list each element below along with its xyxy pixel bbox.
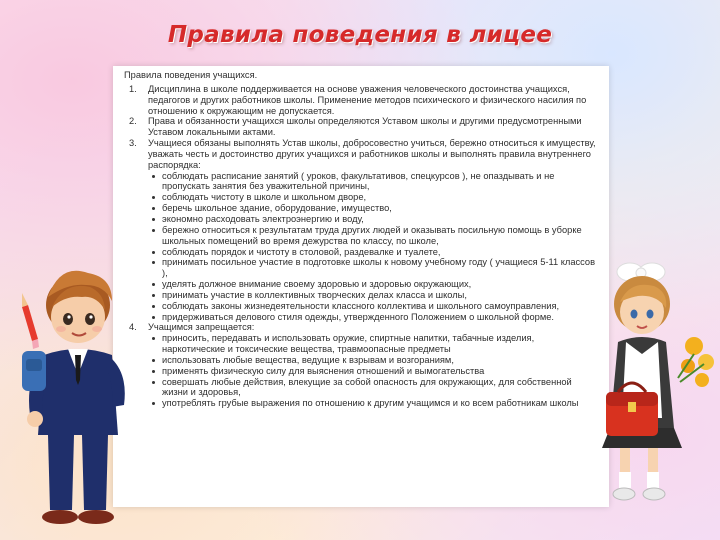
rule-text: Дисциплина в школе поддерживается на основе уважения человеческого достоинства учащихся, педагогов и других работников школы. Применение методов психического и физического насилия по отношению к окружающим не допускается. [148, 83, 587, 116]
prohibitions-list [124, 333, 597, 409]
rules-list [124, 84, 597, 171]
backpack-icon [22, 351, 46, 391]
rules-list-continued [124, 322, 597, 333]
prohibition-item: употреблять грубые выражения по отношению к другим учащимся и ко всем работникам школы [124, 398, 597, 409]
rule-number: 1. [129, 83, 137, 94]
rule-number: 4. [129, 322, 137, 333]
rule-item [124, 322, 597, 333]
duty-item: бережно относиться к результатам труда других людей и оказывать посильную помощь в уборке школьных помещений во время дежурства по классу, по школе, [124, 225, 597, 247]
duty-item: соблюдать расписание занятий ( уроков, факультативов, спецкурсов ), не опаздывать и не пропускать занятия без уважительной причины, [124, 171, 597, 193]
duty-item: беречь школьное здание, оборудование, имущество, [124, 203, 597, 214]
rule-number: 2. [129, 116, 137, 127]
pencil-icon [22, 293, 39, 349]
duty-item: соблюдать законы жизнедеятельности классного коллектива и школьного самоуправления, [124, 301, 597, 312]
rule-item [124, 84, 597, 117]
rule-text: Учащимся запрещается: [148, 322, 255, 333]
duty-item: принимать участие в коллективных творческих делах класса и школы, [124, 290, 597, 301]
duty-item: придерживаться делового стиля одежды, утвержденного Положением о школьной форме. [124, 312, 597, 323]
prohibition-item: применять физическую силу для выяснения отношений и вымогательства [124, 366, 597, 377]
rule-text: Учащиеся обязаны выполнять Устав школы, добросовестно учиться, бережно относиться к имуществу, уважать честь и достоинство других учащихся и работников школы и выполнять правила внутреннего распорядка: [148, 138, 596, 170]
document-heading: Правила поведения учащихся. [124, 70, 258, 80]
duties-list [124, 171, 597, 323]
duty-item: экономно расходовать электроэнергию и воду, [124, 214, 597, 225]
flowers-icon [678, 337, 714, 387]
schoolgirl-illustration [590, 258, 720, 518]
prohibition-item: совершать любые действия, влекущие за собой опасность для окружающих, для собственной жизни и здоровья, [124, 377, 597, 399]
duty-item: соблюдать чистоту в школе и школьном дворе, [124, 192, 597, 203]
prohibition-item: приносить, передавать и использовать оружие, спиртные напитки, табачные изделия, наркотические и токсические вещества, травмоопасные предметы [124, 333, 597, 355]
slide-title: Правила поведения в лицее [167, 22, 553, 48]
rule-number: 3. [129, 138, 137, 149]
rules-document [113, 66, 609, 507]
duty-item: уделять должное внимание своему здоровью и здоровью окружающих, [124, 279, 597, 290]
duty-item: принимать посильное участие в подготовке школы к новому учебному году ( учащиеся 5-11 классов ), [124, 257, 597, 279]
duty-item: соблюдать порядок и чистоту в столовой, раздевалке и туалете, [124, 247, 597, 258]
rule-text: Права и обязанности учащихся школы определяются Уставом школы и другими предусмотренными Уставом локальными актами. [148, 116, 582, 138]
rule-item [124, 116, 597, 138]
prohibition-item: использовать любые вещества, ведущие к взрывам и возгораниям, [124, 355, 597, 366]
schoolboy-illustration [8, 255, 138, 535]
rule-item [124, 138, 597, 171]
